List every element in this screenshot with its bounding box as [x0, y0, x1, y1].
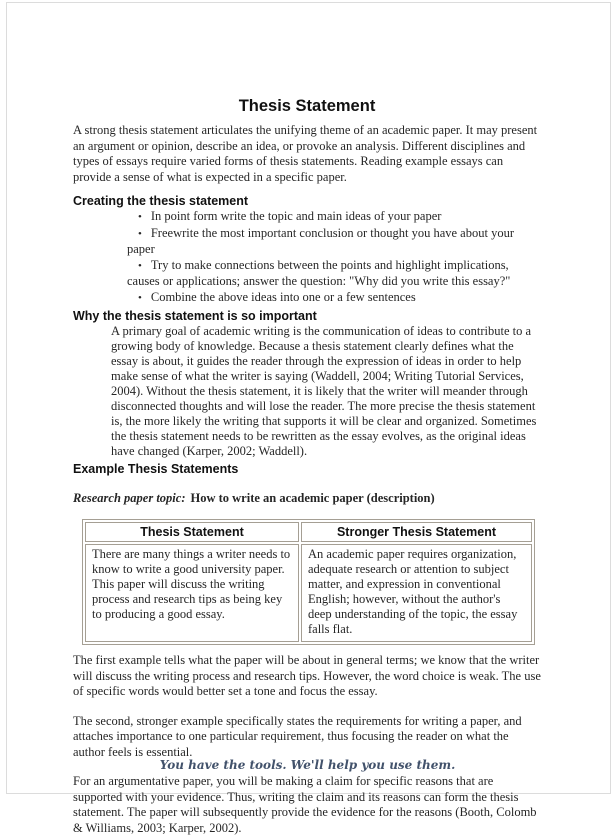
importance-paragraph: A primary goal of academic writing is the communication of ideas to contribute to a growing body of knowledge. Because a thesis statement clearly defines what the essay is about, it guides the reader through the expression of ideas in order to help make sense of what the writer is saying (Waddell, 2004; Writing Tutorial Services, 2004). Without the thesis statement, it is likely that the writer will meander through disconnected thoughts and will lose the reader. The more precise the thesis statement is, the more likely the writing that supports it will be clear and organized. Sometimes the thesis statement needs to be rewritten as the essay evolves, as the original ideas have changed (Karper, 2002; Waddell).	[111, 324, 537, 458]
bullet-icon: •	[138, 291, 142, 304]
footer-tagline: You have the tools. We'll help you use them.	[159, 758, 456, 772]
analysis-paragraph-1: The first example tells what the paper will be about in general terms; we know that the writer will discuss the writing process and research tips. However, the word choice is weak. The use of specific words would better set a tone and focus the essay.	[73, 653, 541, 698]
section-heading-importance: Why the thesis statement is so important	[73, 309, 317, 323]
analysis-paragraph-2: The second, stronger example specifically states the requirements for writing a paper, and attaches importance to one particular requirement, thus focusing the reader on what the author feels is essential.	[73, 713, 522, 759]
research-topic-text: How to write an academic paper (description)	[190, 491, 435, 505]
bullet-icon: •	[138, 259, 142, 272]
table-header-row	[85, 522, 532, 542]
table-cell-stronger-thesis-example: An academic paper requires organization, adequate research or attention to subject matter, and expression in conventional English; however, without the author's deep understanding of the topic, the essay falls flat.	[301, 544, 532, 642]
list-item	[73, 209, 541, 226]
list-item-text: Combine the above ideas into one or a few sentences	[150, 289, 416, 304]
list-item	[73, 258, 541, 290]
bullet-icon: •	[138, 211, 142, 223]
thesis-comparison-table	[82, 519, 535, 645]
table-row	[85, 544, 532, 642]
page-title: Thesis Statement	[238, 97, 376, 115]
research-topic-line	[73, 491, 541, 507]
intro-paragraph: A strong thesis statement articulates the unifying theme of an academic paper. It may present an argument or opinion, describe an idea, or provoke an analysis. Different disciplines and types of essays require varied forms of thesis statements. Reading example essays can provide a sense of what is expected in a specific paper.	[73, 123, 538, 184]
section-heading-examples: Example Thesis Statements	[73, 462, 239, 476]
research-topic-label: Research paper topic:	[73, 491, 186, 505]
document-page	[73, 96, 541, 836]
list-item	[73, 290, 541, 307]
table-cell-thesis-example: There are many things a writer needs to know to write a good university paper. This paper will discuss the writing process and research tips as being key to producing a good essay.	[85, 544, 299, 642]
table-header-stronger-thesis: Stronger Thesis Statement	[301, 522, 532, 542]
bullet-icon: •	[138, 227, 142, 240]
list-item	[73, 226, 541, 258]
table-header-thesis: Thesis Statement	[85, 522, 299, 542]
analysis-paragraph-3: For an argumentative paper, you will be making a claim for specific reasons that are supported with your evidence. Thus, writing the claim and its reasons can form the thesis statement. The paper will subsequently provide the evidence for the reasons (Booth, Colomb & Williams, 2003; Karper, 2002).	[73, 774, 537, 835]
creating-bullet-list	[73, 209, 541, 306]
list-item-text: Try to make connections between the points and highlight implications, causes or applications; answer the question: "Why did you write this essay?"	[127, 257, 511, 288]
section-heading-creating: Creating the thesis statement	[73, 194, 249, 208]
list-item-text: Freewrite the most important conclusion or thought you have about your paper	[127, 225, 514, 256]
list-item-text: In point form write the topic and main ideas of your paper	[150, 209, 442, 223]
